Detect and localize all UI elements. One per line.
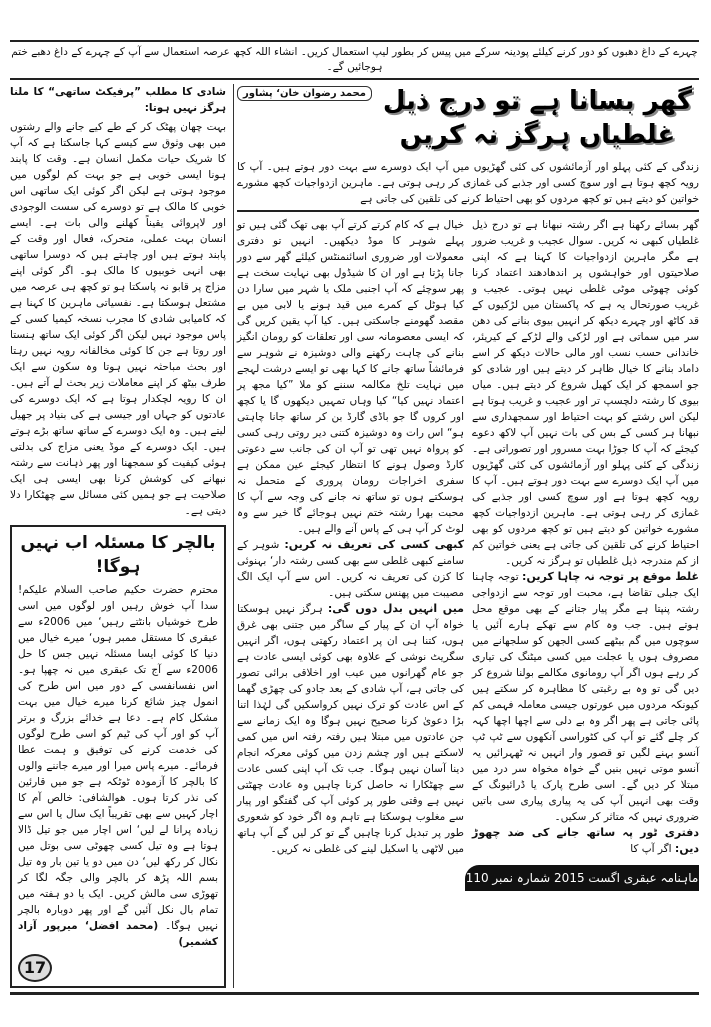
- section-heading: کبھی کسی کی تعریف نہ کریں:: [284, 538, 464, 551]
- left-side: [10, 84, 230, 988]
- section-heading: دفتری ٹور پہ ساتھ جانے کی ضد چھوڑ دیں:: [472, 826, 699, 855]
- article-right-column: [472, 217, 699, 857]
- article-middle-column: [237, 217, 464, 857]
- section-heading: میں انہیں بدل دوں گی:: [327, 602, 464, 615]
- column-divider: [233, 84, 234, 988]
- left-column-heading: شادی کا مطلب ”پرفیکٹ ساتھی“ کا ملنا ہرگز نہیں ہوتا:: [10, 86, 226, 114]
- article-header: [237, 84, 699, 152]
- article-intro: زندگی کے کئی پہلو اور آزمائشوں کی کئی گھڑیوں میں آپ ایک دوسرے سے بہت دور ہوتے ہیں۔ آپ کا رویہ کچھ ہوتا ہے اور سوچ کسی اور جذبے کی غمازی کر رہی ہوتی ہے۔ ماہرین ازدواجیات کچھ مشورے خواتین کو دیتے ہیں تو کچھ مردوں کو بھی احتیاط کرنے کی تلقین کی جاتی ہے: [237, 156, 699, 212]
- article-columns: [237, 217, 699, 857]
- bottom-rule: [10, 992, 699, 995]
- author-tag: محمد رضوان خان‘ پشاور: [237, 86, 372, 101]
- box-title: بالچر کا مسئلہ اب نہیں ہوگا!: [20, 533, 216, 577]
- section-heading: غلط موقع پر توجہ نہ چاہا کریں:: [522, 570, 699, 583]
- reader-letter-box: [10, 525, 226, 988]
- left-column: [10, 84, 226, 519]
- section-text: خیال ہے کہ کام کرتے کرتے آپ بھی تھک گئی ہیں تو پہلے شوہر کا موڈ دیکھیں۔ انہیں تو دفتری معمولات اور ضروری اسائنمنٹس کیلئے گھر سے دور جانا پڑتا ہے اور ان کا شیڈول بھی نہایت سخت ہے پھر سوچئے کہ آپ اجنبی ملک یا شہر میں سارا دن کیا ہوٹل کے کمرے میں قید ہونے یا لابی میں بے مقصد گھومنے جاسکتی ہیں۔ کیا آپ یقین کریں گی کہ ایسی معصومانہ سی اور تعلقات کو رومان انگیز بنانے کی چاہت رکھنے والی دوشیزہ نے شوہر سے فرمائشاً ساتھ جانے کا کہا بھی تو ایسے درشت لہجے میں نہایت تلخ مکالمہ سننے کو ملا ”کیا مجھ پر اعتماد نہیں کیا“ کیا وہاں تمہیں دیکھوں گا یا کچھ اور کروں گا جو باڈی گارڈ بن کر ساتھ جانا چاہتی ہو“ اس رات وہ دوشیزہ کتنی دیر روتی رہی کسی کو پرواہ نہیں تھی تو آپ ان کی جانب سے دعوتی کارڈ وصول ہونے کا انتظار کیجئے عین ممکن ہے سفری اخراجات رومان پروری کے متحمل نہ ہوسکتے ہوں تو ساتھ نہ جانے کی وجہ سے آپ کا محبت بھرا رشتہ ختم نہیں ہوجائے گا خیر سے وہ لوٹ کر آپ ہی کے پاس آنے والے ہیں۔: [237, 219, 464, 535]
- box-text: محترم حضرت حکیم صاحب السلام علیکم! سدا آپ خوش رہیں اور لوگوں میں اسی طرح خوشیاں بانٹتے رہیں‘ میں 2006ء سے عبقری کا مستقل ممبر ہوں‘ میرے خیال میں دنیا کا کوئی ایسا مسئلہ نہیں جس کا حل 2006ء سے آج تک عبقری میں نہ چھپا ہو۔ اس نفسانفسی کے دور میں اس طرح کی انمول چیز شائع کرنا میرے خیال میں بہت مشکل کام ہے۔ دعا ہے خدائے بزرگ و برتر آپ کو اور آپ کی ٹیم کو اسی طرح لوگوں کی خدمت کرنے کی توفیق و ہمت عطا فرمائے۔ میرے پاس میرا اور میرے جاننے والوں کا بالچر کا آزمودہ ٹوٹکہ ہے جو میں قارئین کی نذر کرتا ہوں۔ ھوالشافی: خالص آم کا اچار کہیں سے بھی تقریباً ایک سال یا اس سے زیادہ پرانا لے لیں‘ اس اچار میں جو تیل ڈالا ہوتا ہے وہ تیل کسی چھوٹی سی بوتل میں نکال کر رکھ لیں‘ دن میں دو یا تین بار وہ تیل بسم اللہ پڑھ کر بالچر والی جگہ لگا کر تھوڑی سی مالش کریں۔ ایک یا دو ہفتہ میں تمام بال نکل آئیں گے اور پھر دوبارہ بالچر نہیں ہوگا۔: [18, 584, 218, 932]
- top-tip-note: چہرے کے داغ دھبوں کو دور کرنے کیلئے پودینہ سرکے میں پیس کر بطور لیپ استعمال کریں۔ انشاء اللہ کچھ عرصہ استعمال سے آپ کے چہرے کے داغ دھبے ختم ہوجائیں گے۔: [11, 46, 698, 73]
- section-text: ہرگز نہیں ہوسکتا خواہ آپ ان کے پیار کے ساگر میں جتنی بھی غرق ہوں، کتنا ہی ان پر اعتماد رکھتی ہوں، اگر انہیں سگریٹ نوشی کے علاوہ بھی کوئی ایسی عادت ہے جو عام گھرانوں میں عیب اور اخلاقی برائی تصور کی جاتی ہے، آپ شادی کے بعد جادو کی چھڑی گھما کے اس عادت کو ترک نہیں کرواسکیں گی لہٰذا اتنا بڑا دعویٰ کرنا صحیح نہیں ہوگا وہ ایک زمانے سے جن عادتوں میں مبتلا ہیں رفتہ رفتہ اس میں کمی لاسکتے ہیں اور چشم زدن میں کوئی معرکہ انجام دینا آسان نہیں ہوگا۔ جب تک آپ اپنی کسی عادت سے چھٹکارا نہ حاصل کرنا چاہیں وہ عادت چھٹتی نہیں ہے وقتی طور پر کوئی آپ کی گفتگو اور پیار سے مغلوب ہوسکتا ہے تاہم وہ اگر خود کو شعوری طور پر تبدیل کرنا چاہیں گے تو کر لیں گے آپ ہاتھ میں لاٹھی یا اسکیل لینے کی غلطی نہ کریں۔: [237, 603, 464, 855]
- magazine-footer: ماہنامہ عبقری اگست 2015 شمارہ نمبر 110: [465, 865, 699, 891]
- page-body: [10, 84, 699, 988]
- left-column-body: بہت چھان پھٹک کر کے طے کیے جانے والے رشتوں میں بھی وثوق سے کیسے کہا جاسکتا ہے کہ آپ کا شریک حیات مکمل انسان ہے۔ وقت کا پابند ہونا ایسی خوبی ہے جو بہت کم لوگوں میں موجود ہوتی ہے لیکن اگر کوئی ایک ساتھی اس خوبی کا مالک ہے تو دوسرے کی سست الوجودی اور لاپروائی یقیناً کھلنے والی بات ہے۔ ایسے انسان بہت عملی، متحرک، فعال اور وقت کے پابند ہوتے ہیں اور چاہتے ہیں کہ دوسرا ساتھی بھی انہی خوبیوں کا مالک ہو۔ اگر کوئی اپنے مزاج پر قابو نہ پاسکتا ہو تو کچھ ہی عرصہ میں مشتعل ہوسکتا ہے۔ نفسیاتی ماہرین کا کہنا ہے کہ کامیابی شادی کا مجرب نسخہ کیمیا کسی کے پاس موجود نہیں لیکن اگر کوئی ایک ساتھ ہنستا اور روتا ہے جن کا کوئی مخالفانہ رویہ نہیں رہتا اور بحث مباحثہ نہیں ہوتا وہ سکون سے ایک طرف بیٹھ کر اپنے معاملات زیر بحث لے آتے ہیں۔ ان کا رویہ لچکدار ہوتا ہے کہ ایک دوسرے کی عادتوں کو جہاں اور جیسی ہے کی بنیاد پر جھیل لیتے ہیں۔ وہ ایک دوسرے کے ساتھ ساتھ بڑے ہوتے ہیں۔ ایک دوسرے کے موڈ یعنی مزاج کی بدلتی ہوئی کیفیت کو سمجھنا اور پھر ذہانت سے رشتہ نبھانے کی کوشش کرنا بھی ایسی ہی ایک صلاحیت ہے جو ہمیں کئی مسائل سے چھٹکارا دلا دیتی ہے۔: [10, 121, 226, 517]
- section-text: اگر آپ کا: [630, 843, 672, 855]
- section-text: گھر بسائے رکھنا ہے اگر رشتہ نبھانا ہے تو درج ذیل غلطیاں کبھی نہ کریں۔ سوال عجیب و غریب ضرور ہے مگر ماہرین ازدواجیات کا کہنا ہے کہ اپنی صلاحیتوں اور خواہشوں پر اندھادھند اعتماد کرنا کوئی چھوٹی موٹی غلطی نہیں ہوتی۔ عجیب و غریب صورتحال یہ ہے کہ پاکستان میں لڑکیوں کے قد کاٹھ اور چہرے دیکھ کر انہیں بیوی بنانے کی دھن سر میں سماتی ہے اور لڑکی والے لڑکے کے کیریئر، خاندانی حسب نسب اور مالی حالات دیکھ کر اسے داماد بنانے کا خیال ظاہر کر دیتے ہیں اور شادی کو جو اسمجھ کر ایک کھیل شروع کر دیتے ہیں۔ میاں بیوی کا رشتہ دلچسپ تر اور عجیب و غریب ہوتا ہے لیکن اس رشتے کو بہت احتیاط اور سمجھداری سے نبھانا ہر کسی کے بس کی بات نہیں آپ لاکھ دعوے کیجئے کہ آپ کا جوڑا بہت مسرور اور تصوراتی ہے۔ زندگی کے کئی پہلو اور آزمائشوں کی کئی گھڑیوں میں آپ ایک دوسرے سے بہت دور ہوتے ہیں۔ آپ کا رویہ کچھ ہوتا ہے اور سوچ کسی اور جذبے کی غمازی کر رہی ہوتی ہے۔ ماہرین ازدواجیات کچھ مشورے خواتین کو دیتے ہیں تو کچھ مردوں کو بھی احتیاط کرنے کی تلقین کی جاتی ہے یعنی خواتین کم از کم مندرجہ ذیل غلطیاں تو ہرگز نہ کریں۔: [472, 219, 699, 567]
- article-title: گھر بسانا ہے تو درج ذیل غلطیاں ہرگز نہ کریں: [382, 86, 693, 150]
- box-body: [18, 582, 218, 950]
- article: [237, 84, 699, 988]
- section-text: شوہر کے سامنے کبھی غلطی سے بھی کسی رشتہ دار‘ بہنوئی کا کزن کی تعریف نہ کریں۔ اس سے آپ ایک الگ مصیبت میں پھنس سکتی ہیں۔: [237, 539, 464, 599]
- box-signature: (محمد افضل‘ میرپور آزاد کشمیر): [18, 920, 218, 948]
- page-number-row: [18, 954, 218, 982]
- page-number: 17: [18, 954, 52, 982]
- section-text: توجہ چاہنا ایک جبلی تقاضا ہے، محبت اور توجہ سے ازدواجی رشتہ پنپتا ہے مگر پیار جتانے کے بھی موقع محل ہوتے ہیں۔ جب وہ کام سے تھکے ہارے آئیں یا سوچوں میں گم بیٹھے کسی الجھن کو سلجھانے میں مصروف ہوں یا عجلت میں کسی میٹنگ کی تیاری کر رہے ہوں اگر آپ رومانوی مکالمے بولنا شروع کر دیں گی تو وہ بے رغبتی کا مظاہرہ کر سکتے ہیں کیونکہ مردوں میں عورتوں جیسی معاملہ فہمی کم پائی جاتی ہے پھر اگر وہ بے دلی سے اچھا اچھا کہہ کر چلے گئے تو آپ کی کٹوراسی آنکھوں سے ٹپ ٹپ آنسو بہنے لگیں تو قصور وار انہیں نہ ٹھہرائیں یہ آنسو موتی نہیں بنیں گے خواہ مخواہ سر درد میں مبتلا کر دیں گے۔ اسی طرح پارک یا ڈرائیونگ کے وقت بھی انہیں آپ کی یہ پیاری پیاری سی باتیں ضروری نہیں کہ متاثر کر سکیں۔: [472, 571, 699, 823]
- top-rule-bottom: [10, 78, 699, 80]
